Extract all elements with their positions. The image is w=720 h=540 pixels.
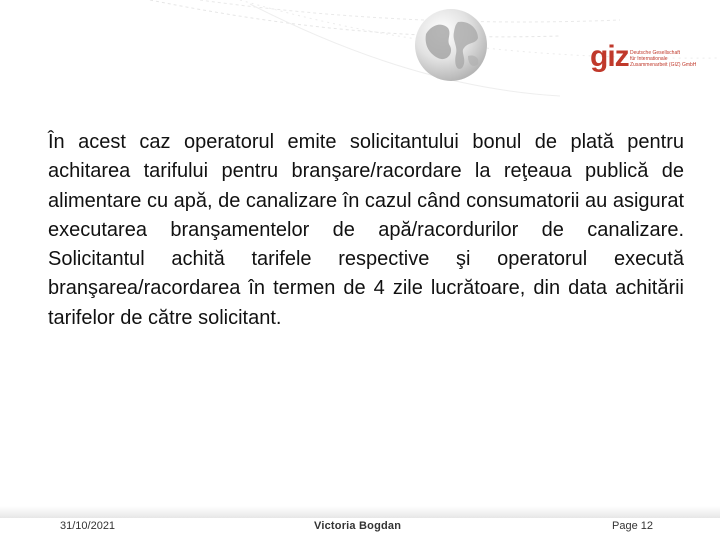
footer-date: 31/10/2021 — [60, 520, 116, 532]
giz-logo-line: für Internationale — [630, 56, 668, 62]
body-paragraph: În acest caz operatorul emite solicitantului bonul de plată pentru achitarea tarifului pentru branşare/racordare la reţeaua publică de alimentare cu apă, de canalizare în cazul când consumatorii au asigurat executarea branşamentelor de apă/racordurilor de canalizare. Solicitantul achită tarifele respective şi operatorul execută branşarea/racordarea în termen de 4 zile lucrătoare, din data achitării tarifelor de către solicitant. — [48, 131, 684, 329]
footer — [0, 516, 720, 540]
giz-logo-line: Zusammenarbeit (GIZ) GmbH — [630, 62, 697, 68]
footer-author: Victoria Bogdan — [314, 520, 402, 532]
footer-page-number: Page 12 — [612, 520, 653, 532]
giz-logo-mark: giz — [590, 40, 629, 73]
giz-logo-line: Deutsche Gesellschaft — [630, 50, 681, 56]
giz-logo — [590, 40, 700, 78]
giz-logo-text — [630, 50, 700, 68]
globe-icon — [412, 6, 490, 84]
